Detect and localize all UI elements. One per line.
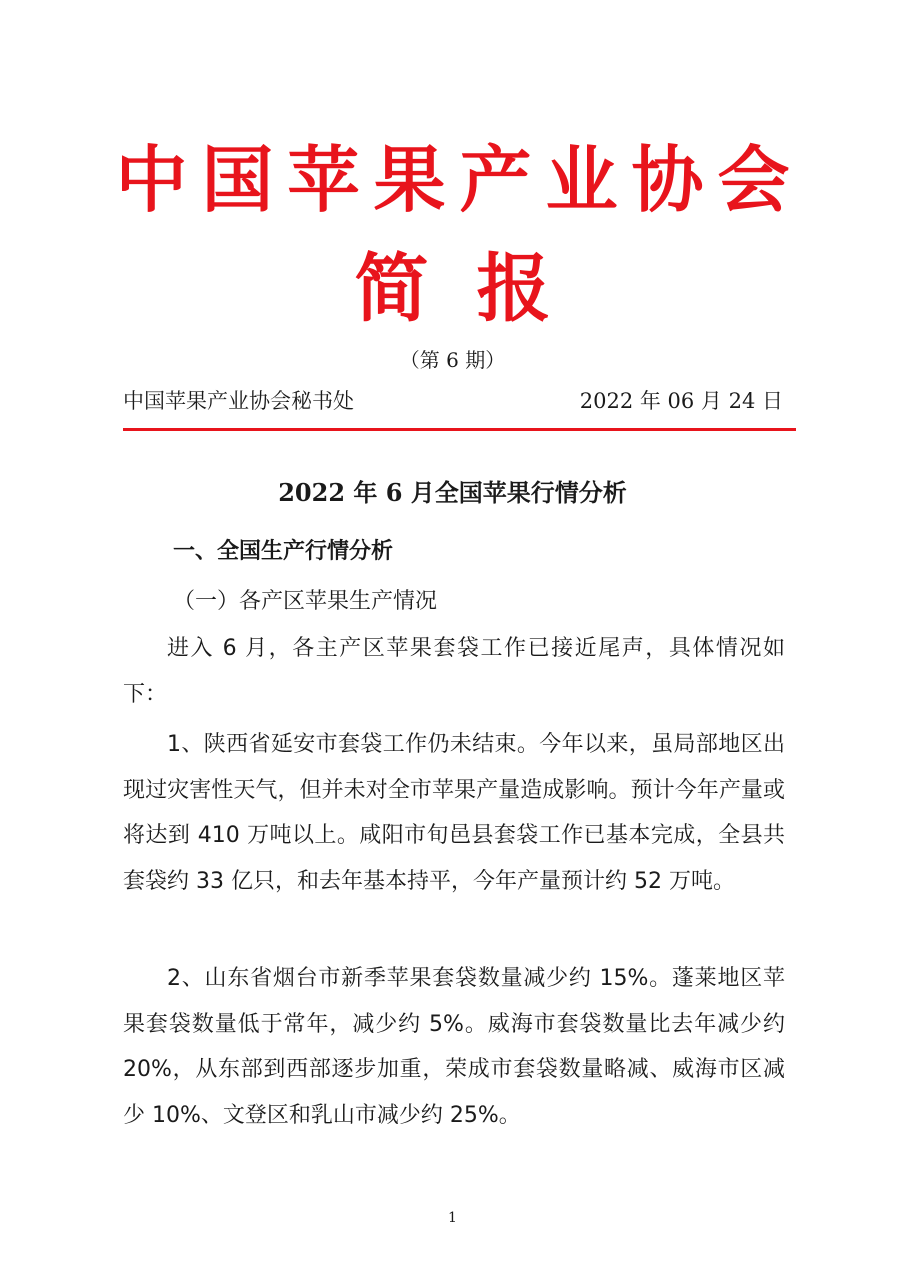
masthead-org-name: 中国苹果产业协会 <box>115 137 804 222</box>
red-divider-rule <box>123 428 796 431</box>
masthead-publication-title: 简报 <box>354 246 599 332</box>
page-number: 1 <box>448 1210 457 1226</box>
paragraph-shandong: 2、山东省烟台市新季苹果套袋数量减少约 15%。蓬莱地区苹果套袋数量低于常年，减少约 5%。威海市套袋数量比去年减少约 20%，从东部到西部逐步加重，荣成市套袋数量略减、威海市区减少 10%、文登区和乳山市减少约 25%。 <box>123 966 785 1128</box>
issue-number: （第 6 期） <box>399 348 506 372</box>
paragraph-shaanxi: 1、陕西省延安市套袋工作仍未结束。今年以来，虽局部地区出现过灾害性天气，但并未对全市苹果产量造成影响。预计今年产量或将达到 410 万吨以上。咸阳市旬邑县套袋工作已基本完成，全县共套袋约 33 亿只，和去年基本持平，今年产量预计约 52 万吨。 <box>123 732 785 894</box>
issuer-name: 中国苹果产业协会秘书处 <box>123 389 354 413</box>
issue-date: 2022 年 06 月 24 日 <box>579 389 783 413</box>
section-heading: 一、全国生产行情分析 <box>173 539 394 564</box>
article-title: 2022 年 6 月全国苹果行情分析 <box>278 478 627 507</box>
issuer-line <box>123 386 783 416</box>
subsection-heading: （一）各产区苹果生产情况 <box>173 589 438 614</box>
paragraph-intro: 进入 6 月，各主产区苹果套袋工作已接近尾声，具体情况如下： <box>123 636 785 707</box>
